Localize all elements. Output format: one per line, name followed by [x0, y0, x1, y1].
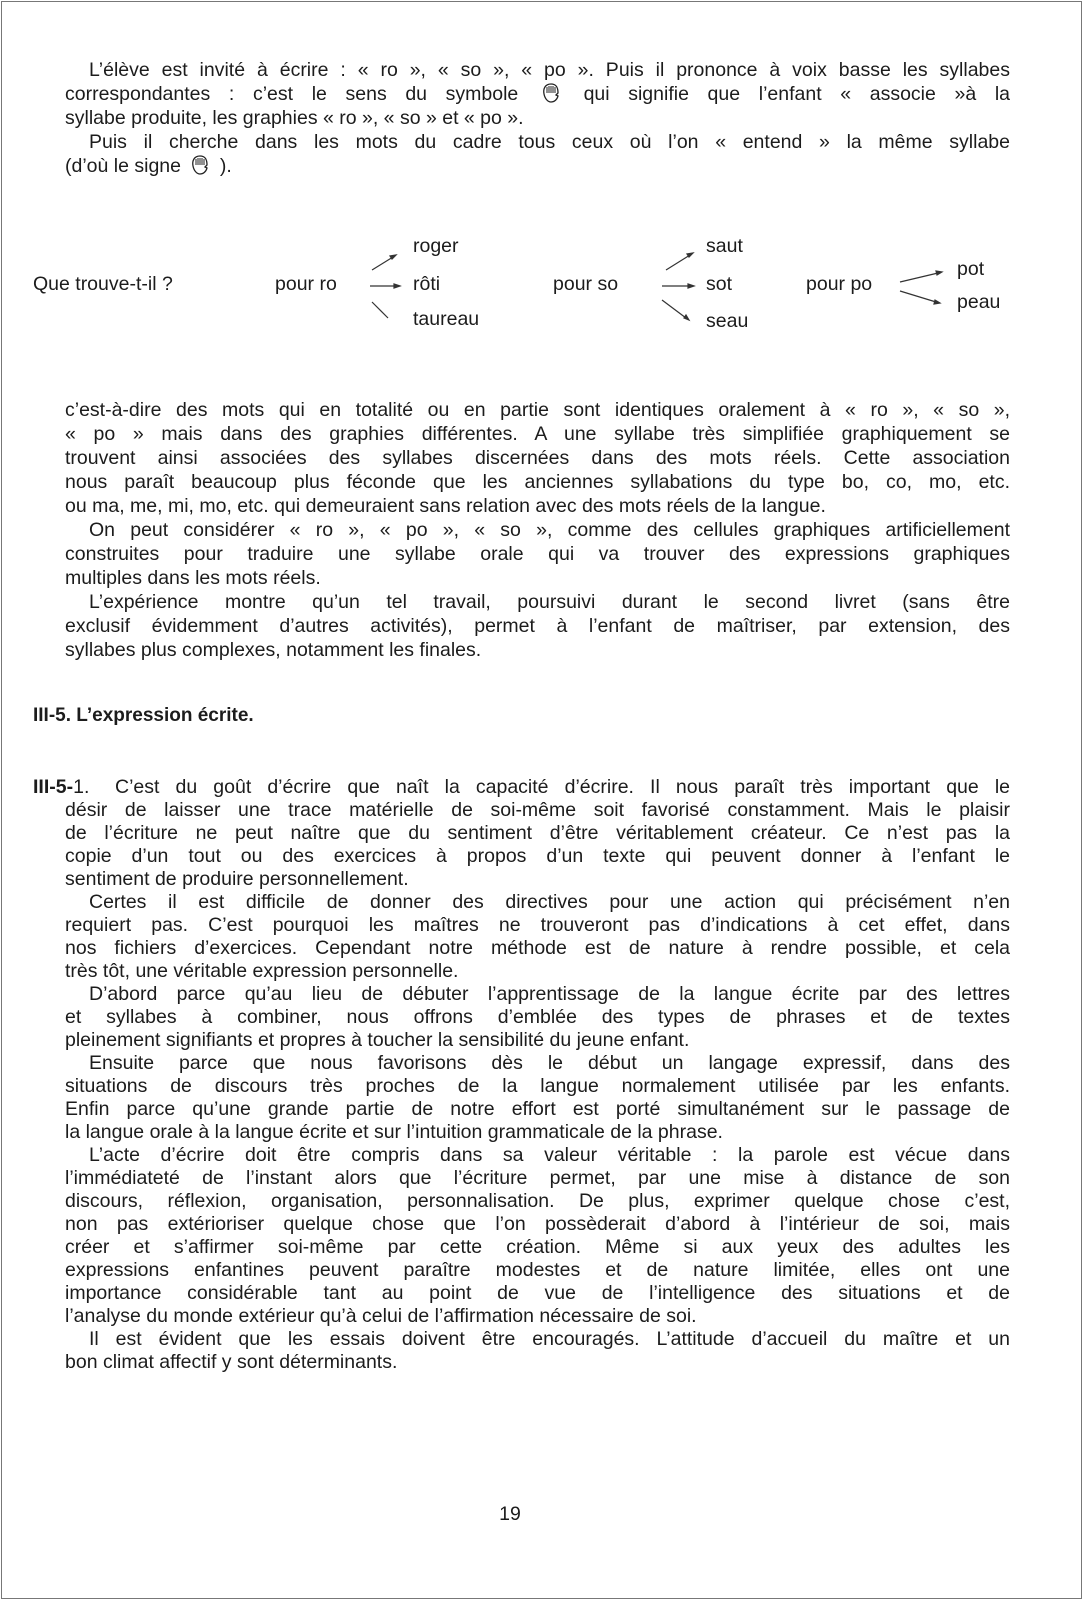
text-line: L’acte d’écrire doit être compris dans sa valeur véritable : la parole est vécue dans: [89, 1144, 1010, 1166]
text-line: l’analyse du monde extérieur qu’à celui de l’affirmation nécessaire de soi.: [65, 1305, 697, 1327]
intro-text: [65, 58, 1010, 178]
text-line: importance considérable tant au point de vue de l’intelligence des situations et de: [65, 1282, 1010, 1304]
word: peau: [957, 291, 1001, 313]
text-line: « po » mais dans des graphies différentes. A une syllabe très simplifiée graphiquement se: [65, 423, 1010, 445]
text-line: On peut considérer « ro », « po », « so », comme des cellules graphiques artificiellement: [89, 519, 1010, 541]
text-line: requiert pas. C’est pourquoi les maîtres ne trouveront pas d’indications à cet effet, dans: [65, 914, 1010, 936]
text-line: ou ma, me, mi, mo, etc. qui demeuraient sans relation avec des mots réels de la langue.: [65, 495, 826, 517]
line-text: ).: [219, 155, 232, 177]
text-line: exclusif évidemment d’autres activités), permet à l’enfant de maîtriser, par extension, des: [65, 615, 1010, 637]
word: rôti: [413, 273, 441, 295]
word: saut: [706, 235, 743, 257]
text-line: Puis il cherche dans les mots du cadre tous ceux où l’on « entend » la même syllabe: [89, 131, 1010, 153]
text-line: syllabe produite, les graphies « ro », « so » et « po ».: [65, 107, 524, 129]
word: taureau: [413, 308, 480, 330]
word: seau: [706, 310, 749, 332]
text-line: [65, 82, 1010, 106]
text-line: bon climat affectif y sont déterminants.: [65, 1351, 398, 1373]
text-line: Enfin parce qu’une grande partie de notre effort est porté simultanément sur le passage de: [65, 1098, 1010, 1120]
text-line: L’élève est invité à écrire : « ro », « so », « po ». Puis il prononce à voix basse les syllabes: [89, 59, 1010, 81]
group-label-ro: pour ro: [275, 273, 337, 295]
section-text: [65, 776, 1010, 1374]
text-line: C’est du goût d’écrire que naît la capacité d’écrire. Il nous paraît très important que le: [115, 776, 1010, 798]
section-number-bold: III-5-: [33, 776, 74, 798]
text-line: D’abord parce qu’au lieu de débuter l’apprentissage de la langue écrite par des lettres: [89, 983, 1010, 1005]
text-line: désir de laisser une trace matérielle de soi-même soit favorisé constamment. Mais le plaisir: [65, 799, 1010, 821]
text-line: nous paraît beaucoup plus féconde que les anciennes syllabations du type bo, co, mo, etc.: [65, 471, 1010, 493]
text-line: Certes il est difficile de donner des directives pour une action qui précisément n’en: [89, 891, 1010, 913]
text-line: sentiment de produire personnellement.: [65, 868, 409, 890]
text-line: [65, 154, 1010, 178]
text-line: très tôt, une véritable expression personnelle.: [65, 960, 459, 982]
text-line: l’immédiateté de l’instant alors que l’écriture permet, par une mise à distance de son: [65, 1167, 1010, 1189]
text-line: nos fichiers d’exercices. Cependant notre méthode est de nature à rendre possible, et cela: [65, 937, 1010, 959]
text-line: non pas extérioriser quelque chose que l’on possèderait d’abord à l’intérieur de soi, mais: [65, 1213, 1010, 1235]
text-line: créer et s’affirmer soi-même par cette création. Même si aux yeux des adultes les: [65, 1236, 1010, 1258]
line-text: correspondantes : c’est le sens du symbole: [65, 83, 519, 105]
section-heading: III-5. L’expression écrite.: [33, 705, 254, 726]
text-line: multiples dans les mots réels.: [65, 567, 321, 589]
word: sot: [706, 273, 733, 295]
section-number-rest: 1.: [73, 776, 90, 798]
page-number: 19: [499, 1503, 521, 1525]
text-line: expressions enfantines peuvent paraître modestes et de nature limitée, elles ont une: [65, 1259, 1010, 1281]
group-label-po: pour po: [806, 273, 873, 295]
text-line: la langue orale à la langue écrite et sur l’intuition grammaticale de la phrase.: [65, 1121, 723, 1143]
text-line: discours, réflexion, organisation, personnalisation. De plus, exprimer quelque chose c’est,: [65, 1190, 1010, 1212]
text-line: syllabes plus complexes, notamment les finales.: [65, 639, 482, 661]
text-line: et syllabes à combiner, nous offrons d’emblée des types de phrases et de textes: [65, 1006, 1010, 1028]
text-line: construites pour traduire une syllabe orale qui va trouver des expressions graphiques: [65, 543, 1010, 565]
text-line: pleinement signifiants et propres à toucher la sensibilité du jeune enfant.: [65, 1029, 690, 1051]
ear-icon: [189, 154, 211, 176]
word: roger: [413, 235, 459, 257]
text-line: copie d’un tout ou des exercices à propos d’un texte qui peuvent donner à l’enfant le: [65, 845, 1010, 867]
text-line: Ensuite parce que nous favorisons dès le début un langage expressif, dans des: [89, 1052, 1010, 1074]
ear-icon: [540, 82, 562, 104]
word: pot: [957, 258, 985, 280]
text-line: Il est évident que les essais doivent être encouragés. L’attitude d’accueil du maître et un: [89, 1328, 1010, 1350]
text-line: situations de discours très proches de la langue normalement utilisée par les enfants.: [65, 1075, 1010, 1097]
text-line: c’est-à-dire des mots qui en totalité ou en partie sont identiques oralement à « ro », « so »,: [65, 399, 1010, 421]
diagram-question: Que trouve-t-il ?: [33, 273, 173, 295]
body-text: [65, 398, 1010, 662]
line-text: qui signifie que l’enfant « associe »à la: [583, 83, 1010, 105]
line-text: (d’où le signe: [65, 155, 181, 177]
group-label-so: pour so: [553, 273, 619, 295]
text-line: trouvent ainsi associées des syllabes discernées dans des mots réels. Cette association: [65, 447, 1010, 469]
text-line: L’expérience montre qu’un tel travail, poursuivi durant le second livret (sans être: [89, 591, 1010, 613]
text-line: de l’écriture ne peut naître que du sentiment d’être véritablement créateur. Ce n’est pas la: [65, 822, 1010, 844]
